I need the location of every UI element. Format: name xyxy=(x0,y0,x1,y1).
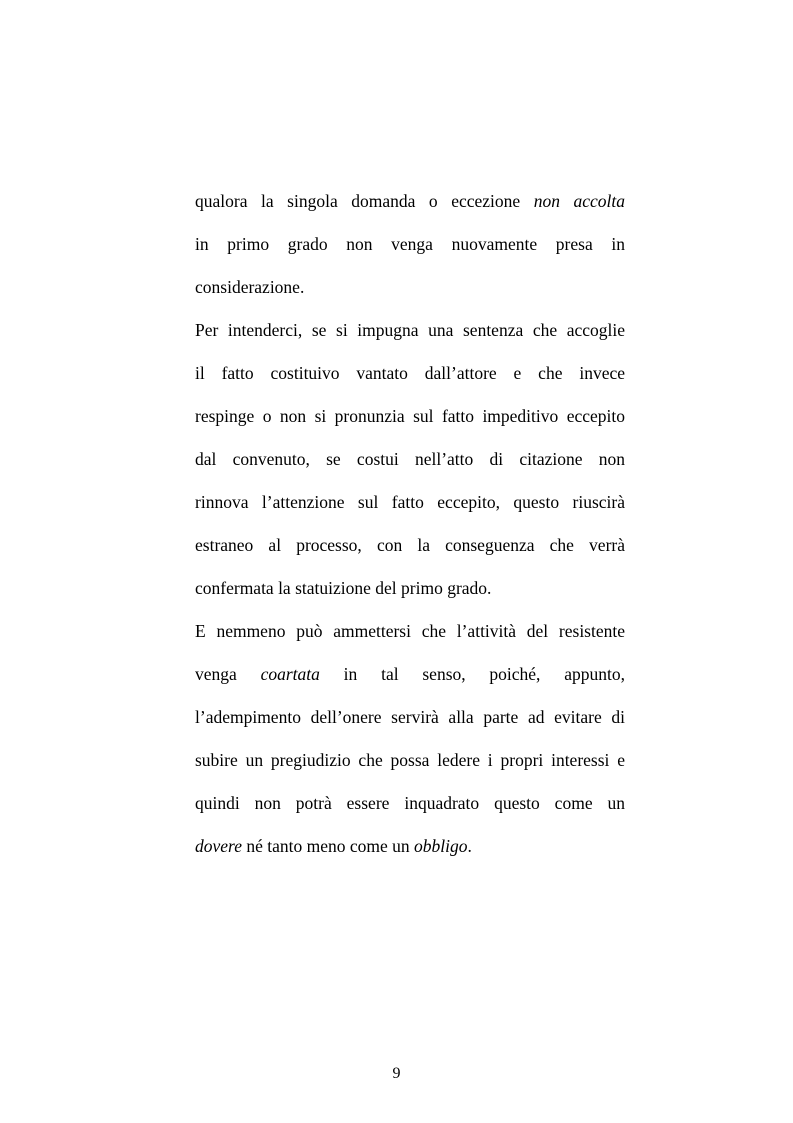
text-run: qualora la singola domanda o eccezione xyxy=(195,191,534,211)
text-run: subire un pregiudizio che possa ledere i propri interessi e xyxy=(195,750,625,770)
text-run: in primo grado non venga nuovamente presa in xyxy=(195,234,625,254)
text-line xyxy=(195,739,625,782)
text-line xyxy=(195,825,625,868)
text-line xyxy=(195,782,625,825)
text-run: venga xyxy=(195,664,261,684)
text-run: respinge o non si pronunzia sul fatto impeditivo eccepito xyxy=(195,406,625,426)
text-line xyxy=(195,653,625,696)
text-line xyxy=(195,524,625,567)
text-line xyxy=(195,567,625,610)
text-line xyxy=(195,180,625,223)
text-line xyxy=(195,438,625,481)
text-run: considerazione. xyxy=(195,277,305,297)
text-line xyxy=(195,395,625,438)
text-line xyxy=(195,223,625,266)
italic-text: non accolta xyxy=(533,191,625,211)
text-line xyxy=(195,481,625,524)
text-line xyxy=(195,309,625,352)
text-run: Per intenderci, se si impugna una sentenza che accoglie xyxy=(195,320,625,340)
text-run: quindi non potrà essere inquadrato questo come un xyxy=(195,793,625,813)
text-line xyxy=(195,352,625,395)
text-run: in tal senso, poiché, appunto, xyxy=(319,664,625,684)
text-run: rinnova l’attenzione sul fatto eccepito, questo riuscirà xyxy=(195,492,625,512)
page-number: 9 xyxy=(392,1065,401,1082)
text-line xyxy=(195,610,625,653)
text-run: . xyxy=(467,836,472,856)
text-line xyxy=(195,266,625,309)
text-run: E nemmeno può ammettersi che l’attività del resistente xyxy=(195,621,625,641)
text-run: dal convenuto, se costui nell’atto di citazione non xyxy=(195,449,625,469)
text-run: confermata la statuizione del primo grado. xyxy=(195,578,492,598)
text-run: l’adempimento dell’onere servirà alla parte ad evitare di xyxy=(195,707,625,727)
body-text xyxy=(195,180,625,868)
text-run: il fatto costituivo vantato dall’attore e che invece xyxy=(195,363,625,383)
text-line xyxy=(195,696,625,739)
text-run: estraneo al processo, con la conseguenza che verrà xyxy=(195,535,625,555)
text-run: né tanto meno come un xyxy=(241,836,415,856)
italic-text: obbligo xyxy=(414,836,468,856)
italic-text: coartata xyxy=(260,664,320,684)
italic-text: dovere xyxy=(195,836,242,856)
